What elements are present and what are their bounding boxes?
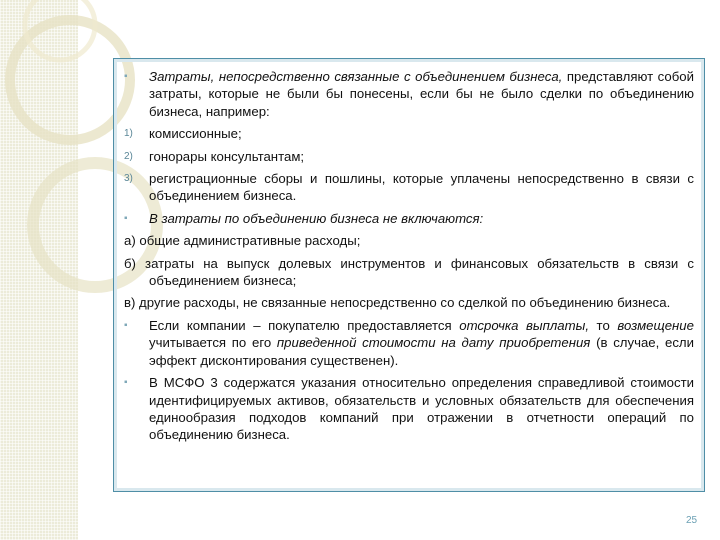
list-item-b: б) затраты на выпуск долевых инструментов и финансовых обязательств в связи с объединением бизнеса; bbox=[124, 255, 694, 289]
bullet-marker: ▪ bbox=[124, 377, 128, 389]
bullet-marker: ▪ bbox=[124, 71, 128, 82]
list-item-c: в) другие расходы, не связанные непосредственно со сделкой по объединению бизнеса. bbox=[124, 295, 671, 311]
numbered-item: 1) комиссионные; bbox=[124, 126, 242, 142]
list-item-a: а) общие административные расходы; bbox=[124, 233, 361, 249]
bullet-marker: ▪ bbox=[124, 319, 128, 331]
bullet-marker: ▪ bbox=[124, 212, 128, 224]
bullet-item: ▪ Затраты, непосредственно связанные с объединением бизнеса, представляют собой затраты, которые не были бы понесены, если бы не было сделки по объединению бизнеса, например: bbox=[124, 69, 694, 119]
slide-text bbox=[124, 68, 694, 449]
decorative-left-band bbox=[0, 0, 78, 540]
page-number: 25 bbox=[686, 515, 698, 526]
numbered-item: 3) регистрационные сборы и пошлины, которые уплачены непосредственно в связи с объединением бизнеса. bbox=[124, 171, 694, 204]
bullet-item: ▪ В МСФО 3 содержатся указания относительно определения справедливой стоимости идентифицируемых активов, обязательств и условных обязательств для обеспечения единообразия подходов компаний при отражении в отчетности операций по объединению бизнеса. bbox=[124, 375, 694, 443]
bullet-item: ▪ Если компании – покупателю предоставляется отсрочка выплаты, то возмещение учитывается по его приведенной стоимости на дату приобретения (в случае, если эффект дисконтирования существенен). bbox=[124, 317, 694, 368]
bullet-item: ▪ В затраты по объединению бизнеса не включаются: bbox=[124, 210, 484, 226]
numbered-item: 2) гонорары консультантам; bbox=[124, 148, 305, 164]
